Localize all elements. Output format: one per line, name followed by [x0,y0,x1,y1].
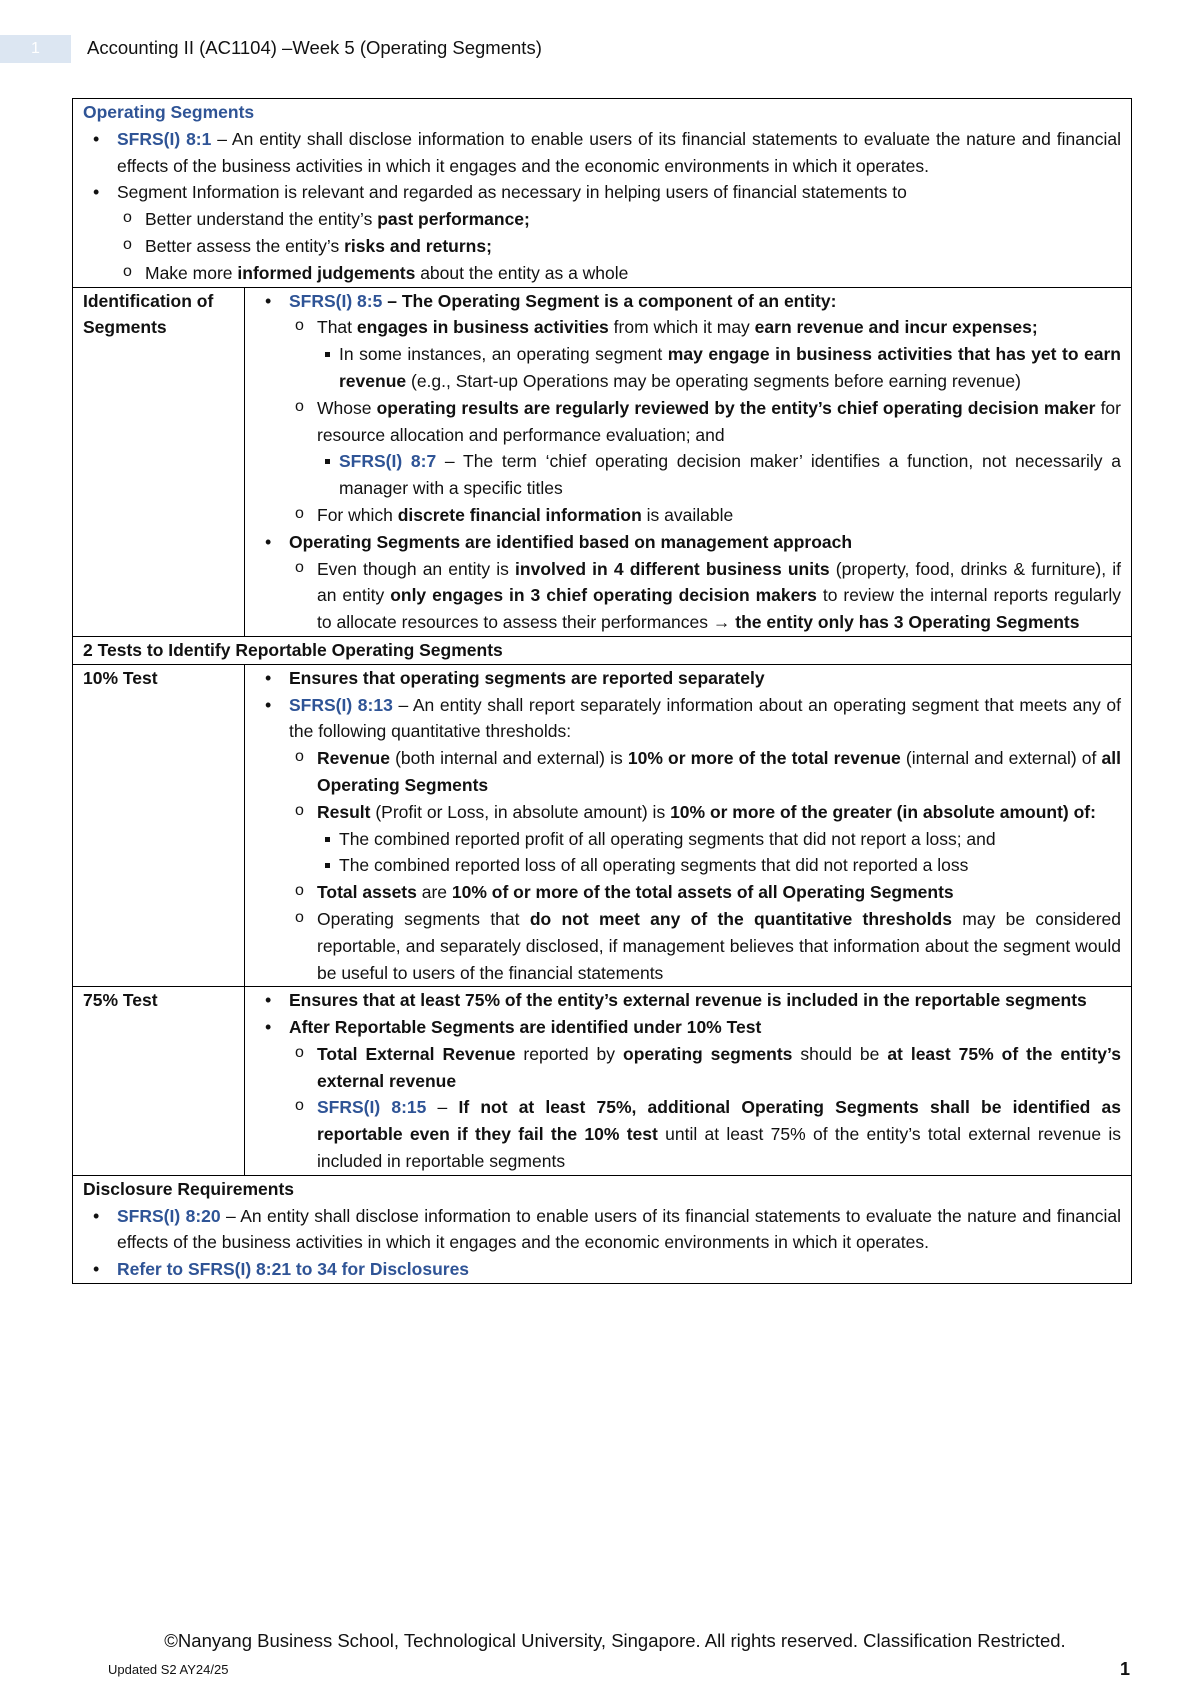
list-item [255,692,1121,987]
item-text-bold: informed judgements [237,262,416,283]
section-two-tests [73,636,1132,664]
list-item [117,233,1121,260]
item-text-bold: 10% of or more of the total assets of all Operating Segments [451,882,954,903]
item-text: (e.g., Start-up Operations may be operating segments before earning revenue) [406,370,1021,391]
list-item [317,448,1121,502]
item-text: from which it may [608,317,755,338]
section-identification [73,287,1132,636]
row-label: 10% Test [73,664,245,987]
item-text: – An entity shall disclose information to enable users of its financial statements to evaluate the nature and financial effects of the business activities in which it engages and the economic environments in which it operates. [117,128,1121,176]
item-text-bold: engages in business activities [356,317,609,338]
item-text: – The term ‘chief operating decision maker’ identifies a function, not necessarily a manager with a specific titles [339,451,1121,499]
list-item [317,852,1121,879]
item-text: about the entity as a whole [415,262,629,283]
item-text-bold: past performance; [377,209,530,230]
item-text: (Profit or Loss, in absolute amount) is [370,801,671,822]
notes-table [72,98,1132,1284]
item-text: to review the internal reports regularly to allocate resources to assess their performances → [317,585,1121,633]
standard-reference: SFRS(I) 8:20 [117,1205,221,1226]
item-text: For which [317,504,398,525]
item-text-bold: Result [317,801,371,822]
item-text: reported by [515,1043,623,1064]
item-text-bold: Refer to SFRS(I) 8:21 to 34 for Disclosures [117,1259,470,1280]
item-text-bold: at least 75% of the entity’s external revenue [317,1043,1121,1091]
bullet-list [83,126,1121,287]
footer-updated: Updated S2 AY24/25 [108,1662,229,1677]
item-text-bold: Ensures that at least 75% of the entity’s external revenue is included in the reportable segments [289,990,1087,1011]
item-text-bold: involved in 4 different business units [515,558,830,579]
item-text-bold: Ensures that operating segments are reported separately [289,667,765,688]
standard-reference: SFRS(I) 8:15 [317,1097,427,1118]
list-item [289,1094,1121,1174]
item-text-bold: Revenue [317,748,390,769]
section-title: Operating Segments [83,102,255,122]
section-seventy-five-percent-test [73,987,1132,1176]
item-text-bold: the entity only has 3 Operating Segments [735,612,1080,633]
header-page-number: 1 [0,35,71,63]
standard-reference: SFRS(I) 8:13 [289,694,393,715]
item-text: Even though an entity is [317,558,516,579]
item-text-bold: 10% or more of the greater (in absolute amount) of: [670,801,1096,822]
item-text-bold: discrete financial information [397,504,642,525]
item-text-bold: operating results are regularly reviewed by the entity’s chief operating decision maker [376,397,1096,418]
list-item [289,556,1121,636]
list-item [289,314,1121,394]
list-item [317,826,1121,853]
section-cell [73,1175,1132,1283]
item-text-bold: operating segments [623,1043,793,1064]
list-item [255,665,1121,692]
item-text: (internal and external) of [900,748,1102,769]
sub-list [289,314,1121,528]
sub-list [289,745,1121,986]
row-content [245,987,1132,1176]
item-text: That [317,317,357,338]
item-text: until at least 75% of the entity’s total external revenue is included in reportable segments [317,1124,1121,1172]
item-text-bold: only engages in 3 chief operating decision makers [390,585,817,606]
sub-list [289,1041,1121,1175]
list-item [83,126,1121,180]
list-item [255,1014,1121,1175]
section-operating-segments [73,99,1132,288]
list-item [317,341,1121,395]
list-item [83,179,1121,286]
item-text: may be considered reportable, and separately disclosed, if management believes that information about the segment would be useful to users of the financial statements [317,908,1122,983]
section-title: 2 Tests to Identify Reportable Operating Segments [83,639,503,660]
item-text-bold: Total External Revenue [317,1043,516,1064]
item-text-bold: Operating Segments are identified based on management approach [289,531,853,552]
bullet-list [255,665,1121,987]
list-item [83,1256,1121,1283]
list-item [289,906,1121,986]
item-text: (property, food, drinks & furniture), if an entity [317,558,1121,606]
row-content [245,287,1132,636]
section-cell [73,99,1132,288]
item-text: (both internal and external) is [389,748,628,769]
bullet-list [255,288,1121,636]
list-item [83,1203,1121,1257]
row-label: Identification of Segments [73,287,245,636]
section-ten-percent-test [73,664,1132,987]
item-text: is available [641,504,734,525]
row-content [245,664,1132,987]
item-text: – An entity shall disclose information to enable users of its financial statements to evaluate the nature and financial effects of the business activities in which it engages and the economic environments in which it operates. [117,1205,1122,1253]
item-text-bold: If not at least 75%, additional Operating Segments shall be identified as reportable even if they fail the 10% test [317,1097,1122,1145]
item-text-bold: After Reportable Segments are identified under 10% Test [289,1017,762,1038]
item-text: The combined reported profit of all operating segments that did not report a loss; and [339,828,996,849]
list-item [289,799,1121,879]
item-text: – An entity shall report separately information about an operating segment that meets any of the following quantitative thresholds: [289,694,1122,742]
item-text-bold: risks and returns; [344,235,492,256]
list-item [289,1041,1121,1095]
section-cell [73,636,1132,664]
sub-sub-list [317,448,1121,502]
sub-list [117,206,1121,286]
bullet-list [255,987,1121,1175]
item-text: The combined reported loss of all operating segments that did not reported a loss [339,855,969,876]
standard-reference: SFRS(I) 8:1 [117,128,212,149]
item-text-bold: earn revenue and incur expenses; [754,317,1038,338]
item-text-bold: all Operating Segments [317,748,1121,795]
item-text-bold: may engage in business activities that has yet to earn revenue [339,344,1121,391]
item-text: should be [792,1043,888,1064]
item-text: Whose [317,397,377,418]
item-text: Segment Information is relevant and regarded as necessary in helping users of financial statements to [117,182,907,203]
standard-reference: SFRS(I) 8:5 [289,290,383,311]
list-item [289,502,1121,529]
sub-list [289,556,1121,636]
item-text: Better understand the entity’s [145,209,378,230]
standard-reference: SFRS(I) 8:7 [339,451,437,472]
footer-copyright: ©Nanyang Business School, Technological University, Singapore. All rights reserved. Classification Restricted. [164,1630,1066,1651]
list-item [255,987,1121,1014]
sub-sub-list [317,826,1121,880]
item-text: for resource allocation and performance evaluation; and [317,397,1121,445]
list-item [117,206,1121,233]
header-title: Accounting II (AC1104) –Week 5 (Operating Segments) [87,37,542,58]
item-text-bold: – The Operating Segment is a component of an entity: [382,290,837,311]
item-text-bold: Total assets [317,882,417,903]
section-title: Disclosure Requirements [83,1178,295,1199]
list-item [255,288,1121,529]
list-item [289,745,1121,799]
list-item [255,529,1121,636]
item-text: are [416,882,452,903]
section-disclosure [73,1175,1132,1283]
item-text: In some instances, an operating segment [339,344,668,365]
item-text-bold: do not meet any of the quantitative thresholds [529,908,952,929]
footer-page-number: 1 [1120,1659,1131,1679]
list-item [289,395,1121,502]
item-text: Make more [145,262,238,283]
item-text: – [426,1097,459,1118]
list-item [117,260,1121,287]
row-label: 75% Test [73,987,245,1176]
item-text-bold: 10% or more of the total revenue [627,748,901,769]
list-item [289,879,1121,906]
bullet-list [83,1203,1121,1283]
sub-sub-list [317,341,1121,395]
item-text: Operating segments that [317,908,530,929]
item-text: Better assess the entity’s [145,235,345,256]
